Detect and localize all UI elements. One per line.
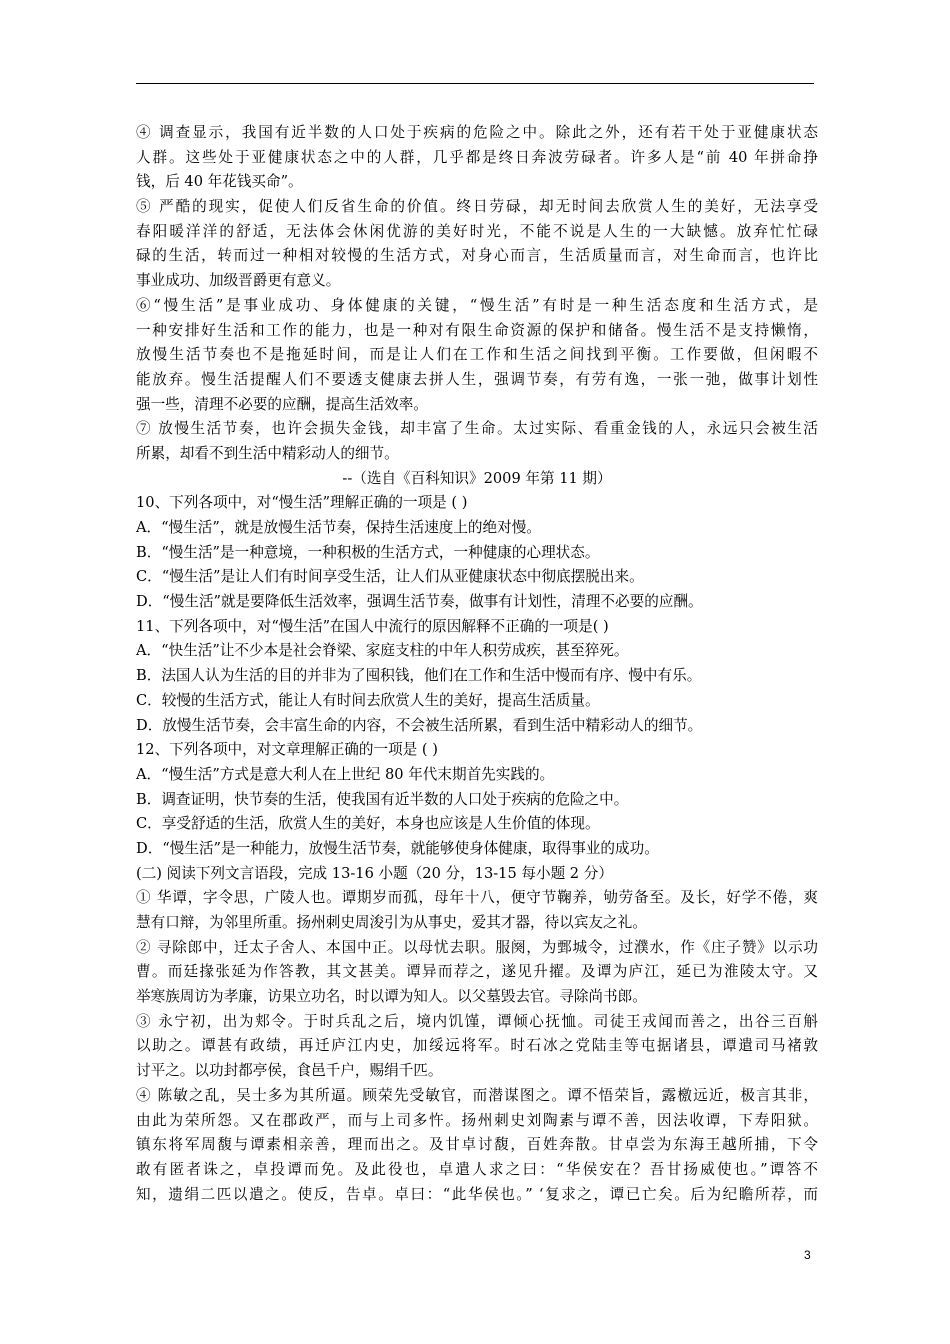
text-line: B．法国人认为生活的目的并非为了囤积钱，他们在工作和生活中慢而有序、慢中有乐。 [136,667,702,685]
text-line: 讨平之。以功封都亭侯，食邑千户，赐绢千匹。 [136,1062,443,1080]
text-line: 曹。而廷掾张延为作答教，其文甚美。谭异而荐之，遂见升擢。及谭为庐江，延已为淮陵太守。又 [136,963,818,981]
text-line: 能放弃。慢生活提醒人们不要透支健康去拼人生，强调节奏，有劳有逸，一张一弛，做事计划性 [136,370,818,388]
text-line: ⑤ 严酷的现实，促使人们反省生命的价值。终日劳碌，却无时间去欣赏人生的美好，无法享受 [136,198,818,216]
text-line: D．放慢生活节奏，会丰富生命的内容，不会被生活所累，看到生活中精彩动人的细节。 [136,716,703,734]
text-line: --（选自《百科知识》2009 年第 11 期） [342,469,612,487]
page-number: 3 [804,1248,811,1262]
text-line: 10、下列各项中，对“慢生活”理解正确的一项是 ( ) [136,494,468,512]
header-rule [136,83,814,84]
text-line: 一种安排好生活和工作的能力，也是一种对有限生命资源的保护和储备。慢生活不是支持懒惰， [136,321,818,339]
text-line: 事业成功、加级晋爵更有意义。 [136,272,341,290]
text-line: 春阳暖洋洋的舒适，无法体会休闲优游的美好时光，不能不说是人生的一大缺憾。放弃忙忙碌 [136,222,818,240]
text-line: A．“慢生活”方式是意大利人在上世纪 80 年代末期首先实践的。 [136,765,555,783]
text-line: A．“快生活”让不少本是社会脊梁、家庭支柱的中年人积劳成疾，甚至猝死。 [136,642,629,660]
text-line: 举寒族周访为孝廉，访果立功名，时以谭为知人。以父墓毁去官。寻除尚书郎。 [136,988,647,1006]
text-line: 慧有口辩，为邻里所重。扬州刺史周浚引为从事史，爱其才器，待以宾友之礼。 [136,914,647,931]
text-line: 所累，却看不到生活中精彩动人的细节。 [136,444,399,462]
text-line: ① 华谭，字令思，广陵人也。谭期岁而孤，母年十八，便守节鞠养，劬劳备至。及长，好学不倦，爽 [136,889,818,907]
text-line: 钱，后 40 年花钱买命”。 [136,173,303,191]
text-line: D．“慢生活”是一种能力，放慢生活节奏，就能够使身体健康，取得事业的成功。 [136,839,659,857]
text-line: C．“慢生活”是让人们有时间享受生活，让人们从亚健康状态中彻底摆脱出来。 [136,568,644,586]
text-line: D．“慢生活”就是要降低生活效率，强调生活节奏，做事有计划性，清理不必要的应酬。 [136,593,703,611]
text-line: 放慢生活节奏也不是拖延时间，而是让人们在工作和生活之间找到平衡。工作要做，但闲暇不 [136,346,818,364]
text-line: 敢有匿者诛之，卓投谭而免。及此役也，卓遣人求之曰：“华侯安在？吾甘扬威使也。”谭答不 [136,1160,818,1178]
text-line: ③ 永宁初，出为郏令。于时兵乱之后，境内饥馑，谭倾心抚恤。司徒王戎闻而善之，出谷三百斛 [136,1012,818,1030]
text-line: 镇东将军周馥与谭素相亲善，理而出之。及甘卓讨馥，百姓奔散。甘卓尝为东海王越所捕，下令 [136,1136,818,1154]
text-line: 11、下列各项中，对“慢生活”在国人中流行的原因解释不正确的一项是( ) [136,617,609,635]
text-line: (二) 阅读下列文言语段，完成 13-16 小题（20 分，13-15 每小题 2 分） [136,864,613,882]
text-line: ④ 陈敏之乱，吴士多为其所逼。顾荣先受敏官，而潜谋图之。谭不悟荣旨，露檄远近，极言其非， [136,1086,818,1104]
text-line: A．“慢生活”，就是放慢生活节奏，保持生活速度上的绝对慢。 [136,519,541,536]
text-line: 强一些，清理不必要的应酬，提高生活效率。 [136,395,428,413]
text-line: 知，遗绢二匹以遣之。使反，告卓。卓曰：“此华侯也。” ‘复求之，谭已亡矣。后为纪瞻所荐，而 [136,1185,818,1203]
text-line: B．“慢生活”是一种意境，一种积极的生活方式，一种健康的心理状态。 [136,543,600,561]
text-line: 由此为荣所怨。又在郡政严，而与上司多忤。扬州刺史刘陶素与谭不善，因法收谭，下寿阳狱。 [136,1111,818,1129]
text-line: 以助之。谭甚有政绩，再迁庐江内史，加绥远将军。时石冰之党陆圭等屯据诸县，谭遣司马褚敦 [136,1037,818,1055]
text-line: C．较慢的生活方式，能让人有时间去欣赏人生的美好，提高生活质量。 [136,691,600,709]
text-line: C．享受舒适的生活，欣赏人生的美好，本身也应该是人生价值的体现。 [136,815,600,833]
text-line: 碌的生活，转而过一种相对较慢的生活方式，对身心而言，生活质量而言，对生命而言，也许比 [136,247,818,265]
text-line: ② 寻除郎中，迁太子舍人、本国中正。以母忧去职。服阕，为鄄城令，过濮水，作《庄子赞》以示功 [136,938,818,956]
text-line: ⑦ 放慢生活节奏，也许会损失金钱，却丰富了生命。太过实际、看重金钱的人，永远只会被生活 [136,420,818,438]
text-line: 人群。这些处于亚健康状态之中的人群，几乎都是终日奔波劳碌者。许多人是“前 40 年拼命挣 [136,148,818,166]
text-line: 12、下列各项中，对文章理解正确的一项是 ( ) [136,741,438,759]
text-line: ④ 调查显示，我国有近半数的人口处于疾病的危险之中。除此之外，还有若干处于亚健康状态 [136,124,818,141]
text-line: ⑥“慢生活”是事业成功、身体健康的关键，“慢生活”有时是一种生活态度和生活方式，是 [136,296,818,314]
text-line: B．调查证明，快节奏的生活，使我国有近半数的人口处于疾病的危险之中。 [136,790,629,808]
document-body [136,121,818,1207]
